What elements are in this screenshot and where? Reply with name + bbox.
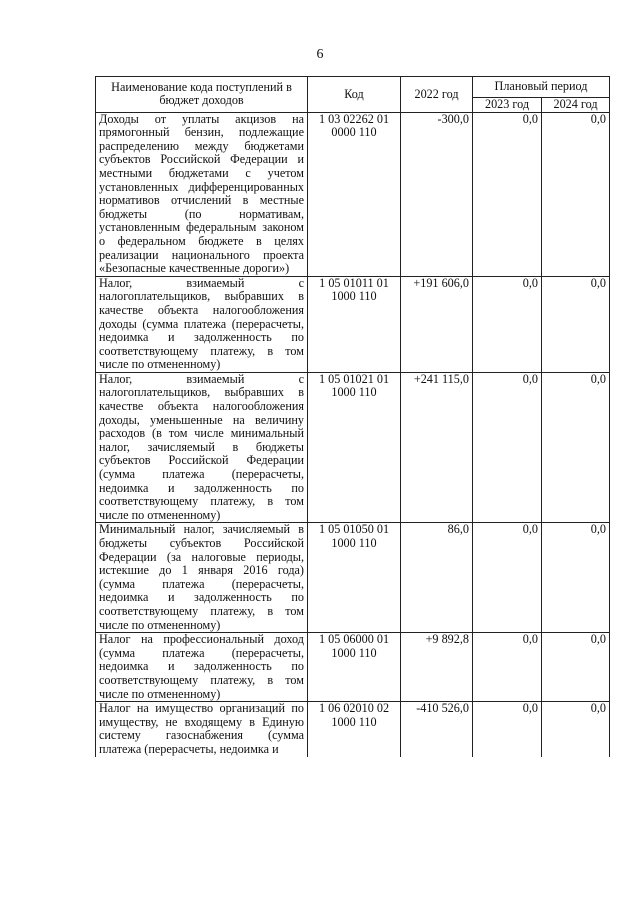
header-code: Код — [308, 77, 401, 113]
row-name: Минимальный налог, зачисляемый в бюджеты субъектов Российской Федерации (за налоговые периоды, истекшие до 1 января 2016 года) (сумма платежа (перерасчеты, недоимка и задолженность по соответствующему платежу, в том числе по отмененному) — [96, 523, 308, 633]
row-value-2024: 0,0 — [542, 276, 610, 372]
header-2023: 2023 год — [473, 98, 542, 113]
row-code: 1 03 02262 01 0000 110 — [308, 112, 401, 276]
row-name: Налог на профессиональный доход (сумма платежа (перерасчеты, недоимка и задолженность по соответствующему платежу, в том числе по отмененному) — [96, 633, 308, 702]
table-row — [96, 633, 610, 702]
header-2022: 2022 год — [401, 77, 473, 113]
page-number: 6 — [316, 47, 324, 62]
row-value-2022: 86,0 — [401, 523, 473, 633]
row-value-2024: 0,0 — [542, 633, 610, 702]
row-value-2022: +191 606,0 — [401, 276, 473, 372]
row-value-2023: 0,0 — [473, 112, 542, 276]
table-row — [96, 372, 610, 523]
row-name: Доходы от уплаты акцизов на прямогонный бензин, подлежащие распределению между бюджетами субъектов Российской Федерации и местными бюджетами с учетом установленных дифференцированных нормативов отчислений в местные бюджеты (по нормативам, установленным федеральным законом о федеральном бюджете в целях реализации национального проекта «Безопасные качественные дороги») — [96, 112, 308, 276]
row-name: Налог на имущество организаций по имуществу, не входящему в Единую систему газоснабжения (сумма платежа (перерасчеты, недоимка и — [96, 702, 308, 757]
row-value-2022: +9 892,8 — [401, 633, 473, 702]
row-value-2024: 0,0 — [542, 112, 610, 276]
row-name: Налог, взимаемый с налогоплательщиков, выбравших в качестве объекта налогообложения доходы (сумма платежа (перерасчеты, недоимка и задолженность по соответствующему платежу, в том числе по отмененному) — [96, 276, 308, 372]
row-value-2023: 0,0 — [473, 276, 542, 372]
table-row — [96, 702, 610, 757]
table-row — [96, 523, 610, 633]
header-name: Наименование кода поступлений в бюджет доходов — [96, 77, 308, 113]
table-row — [96, 112, 610, 276]
row-code: 1 05 01050 01 1000 110 — [308, 523, 401, 633]
row-code: 1 05 06000 01 1000 110 — [308, 633, 401, 702]
row-value-2024: 0,0 — [542, 372, 610, 523]
row-value-2024: 0,0 — [542, 523, 610, 633]
row-code: 1 05 01011 01 1000 110 — [308, 276, 401, 372]
row-value-2023: 0,0 — [473, 372, 542, 523]
row-value-2024: 0,0 — [542, 702, 610, 757]
table-row — [96, 276, 610, 372]
header-planning-period: Плановый период — [473, 77, 610, 98]
row-code: 1 06 02010 02 1000 110 — [308, 702, 401, 757]
row-value-2022: -300,0 — [401, 112, 473, 276]
row-value-2023: 0,0 — [473, 523, 542, 633]
row-value-2023: 0,0 — [473, 633, 542, 702]
row-value-2022: -410 526,0 — [401, 702, 473, 757]
budget-revenue-table — [95, 76, 610, 757]
row-value-2022: +241 115,0 — [401, 372, 473, 523]
row-code: 1 05 01021 01 1000 110 — [308, 372, 401, 523]
header-2024: 2024 год — [542, 98, 610, 113]
row-name: Налог, взимаемый с налогоплательщиков, выбравших в качестве объекта налогообложения доходы, уменьшенные на величину расходов (в том числе минимальный налог, зачисляемый в бюджеты субъектов Российской Федерации (сумма платежа (перерасчеты, недоимка и задолженность по соответствующему платежу, в том числе по отмененному) — [96, 372, 308, 523]
row-value-2023: 0,0 — [473, 702, 542, 757]
